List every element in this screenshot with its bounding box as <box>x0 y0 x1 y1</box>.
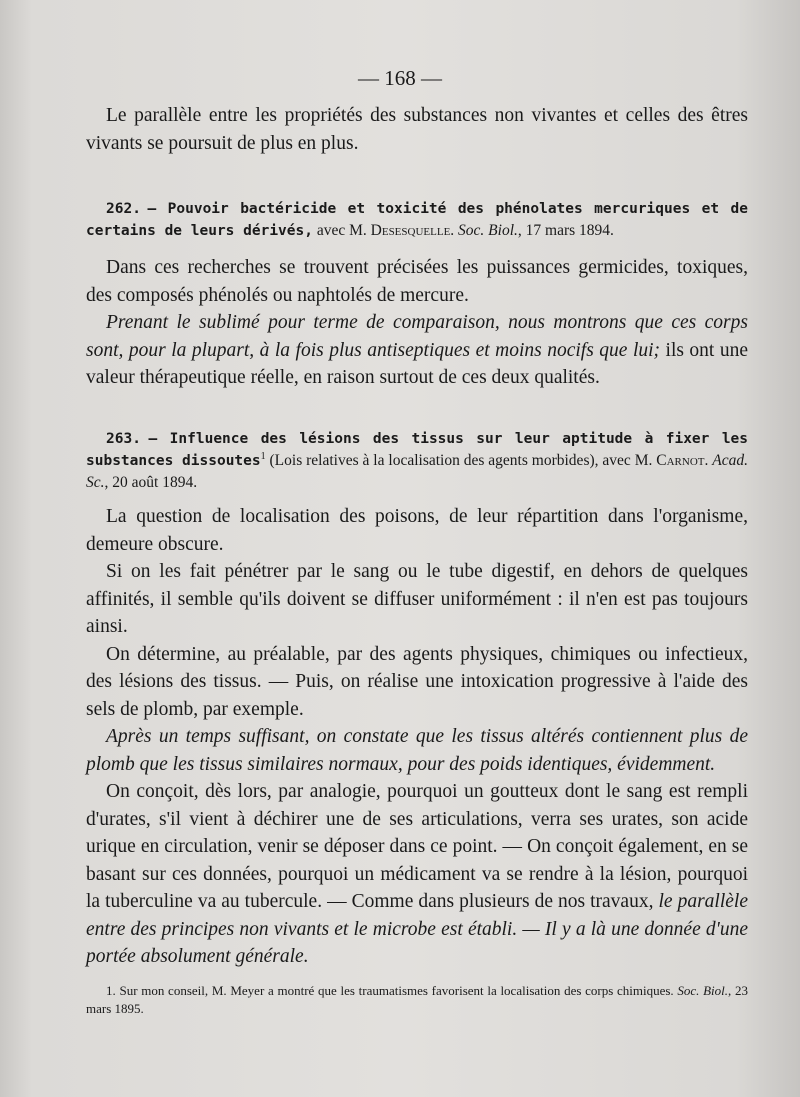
entry-262-author: Desesquelle <box>370 222 451 239</box>
entry-262-title: — Pouvoir bactéricide et toxicité des phénolates mercuriques et de certains de leurs dérivés, <box>86 201 748 239</box>
entry-263-journal: Acad. Sc. <box>86 452 748 491</box>
entry-263-paragraph-5-text: On conçoit, dès lors, par analogie, pourquoi un goutteux dont le sang est rempli d'urates, s'il vient à déchirer une de ses articulations, verra ses urates, son acide urique en circulation, venir se déposer dans ce point. — On conçoit également, en se basant sur ces données, pourquoi un médicament va se rendre à la lésion, pourquoi la tuberculine va au tubercule. — Comme dans plusieurs de nos travaux, <box>86 781 748 912</box>
entry-263-heading: 263. — Influence des lésions des tissus sur leur aptitude à fixer les substances dissoutes$^1$ (Lois relatives à la localisation des agents morbides), avec M. Carnot. Acad. Sc., 20 août 1894. <box>86 431 749 491</box>
entry-263-paragraph-2: Si on les fait pénétrer par le sang ou le tube digestif, en dehors de quelques affinités, il semble qu'ils doivent se diffuser uniformément : il n'en est pas toujours ainsi. <box>86 561 748 637</box>
entry-263-author: Carnot <box>656 452 705 469</box>
entry-262-paragraph-1: Dans ces recherches se trouvent précisées les puissances germicides, toxiques, des composés phénolés ou naphtolés de mercure. <box>86 257 748 306</box>
entry-263-title: — Influence des lésions des tissus sur leur aptitude à fixer les substances dissoutes <box>86 431 749 469</box>
entry-262-journal: Soc. Biol. <box>458 222 518 239</box>
entry-263-paragraph-5 <box>86 778 748 971</box>
footnote-date: , 23 mars 1895. <box>86 983 749 1016</box>
entry-262-rest-text: ils ont une valeur thérapeutique réelle, en raison surtout de ces deux qualités. <box>86 339 748 388</box>
footnote-block <box>86 982 748 1018</box>
footnote <box>86 982 748 1018</box>
entry-262-number: 262. <box>106 201 141 217</box>
footnote-journal: Soc. Biol. <box>677 983 729 998</box>
entry-262-italic-text: Prenant le sublimé pour terme de comparaison, nous montrons que ces corps sont, pour la plupart, à la fois plus antiseptiques et moins nocifs que lui; <box>86 312 748 361</box>
entry-263-paragraph-1: La question de localisation des poisons, de leur répartition dans l'organisme, demeure obscure. <box>86 506 748 555</box>
entry-263-date: , 20 août 1894. <box>104 474 198 491</box>
entry-263-paragraph-4 <box>86 723 748 778</box>
entry-262-heading: 262. — Pouvoir bactéricide et toxicité des phénolates mercuriques et de certains de leurs dérivés, avec M. Desesquelle. Soc. Biol., 17 mars 1894. <box>86 201 748 239</box>
entry-262-with: avec M. <box>312 222 371 239</box>
entry-262 <box>86 198 748 392</box>
footnote-reference: 1 <box>260 450 266 462</box>
entry-262-paragraph-2 <box>86 309 748 392</box>
entry-263-number: 263. <box>106 431 141 447</box>
intro-paragraph-block <box>86 102 748 157</box>
entry-263-paragraph-3: On détermine, au préalable, par des agents physiques, chimiques ou infectieux, des lésions des tissus. — Puis, on réalise une intoxication progressive à l'aide des sels de plomb, par exemple. <box>86 643 748 720</box>
entry-263-paragraph-5-italic: le parallèle entre des principes non vivants et le microbe est établi. — Il y a là une donnée d'une portée absolument générale. <box>86 891 748 967</box>
entry-263 <box>86 428 748 971</box>
footnote-mark: 1. <box>106 983 116 998</box>
entry-263-italic-finding: Après un temps suffisant, on constate que les tissus altérés contiennent plus de plomb que les tissus similaires normaux, pour des poids identiques, évidemment. <box>86 726 748 775</box>
intro-paragraph: Le parallèle entre les propriétés des substances non vivantes et celles des êtres vivants se poursuit de plus en plus. <box>86 105 748 154</box>
entry-262-date: , 17 mars 1894. <box>517 222 614 239</box>
footnote-text: Sur mon conseil, M. Meyer a montré que les traumatismes favorisent la localisation des corps chimiques. <box>115 983 674 998</box>
page-number: — 168 — <box>358 66 442 90</box>
entry-263-detail: (Lois relatives à la localisation des agents morbides), avec M. <box>265 452 657 469</box>
